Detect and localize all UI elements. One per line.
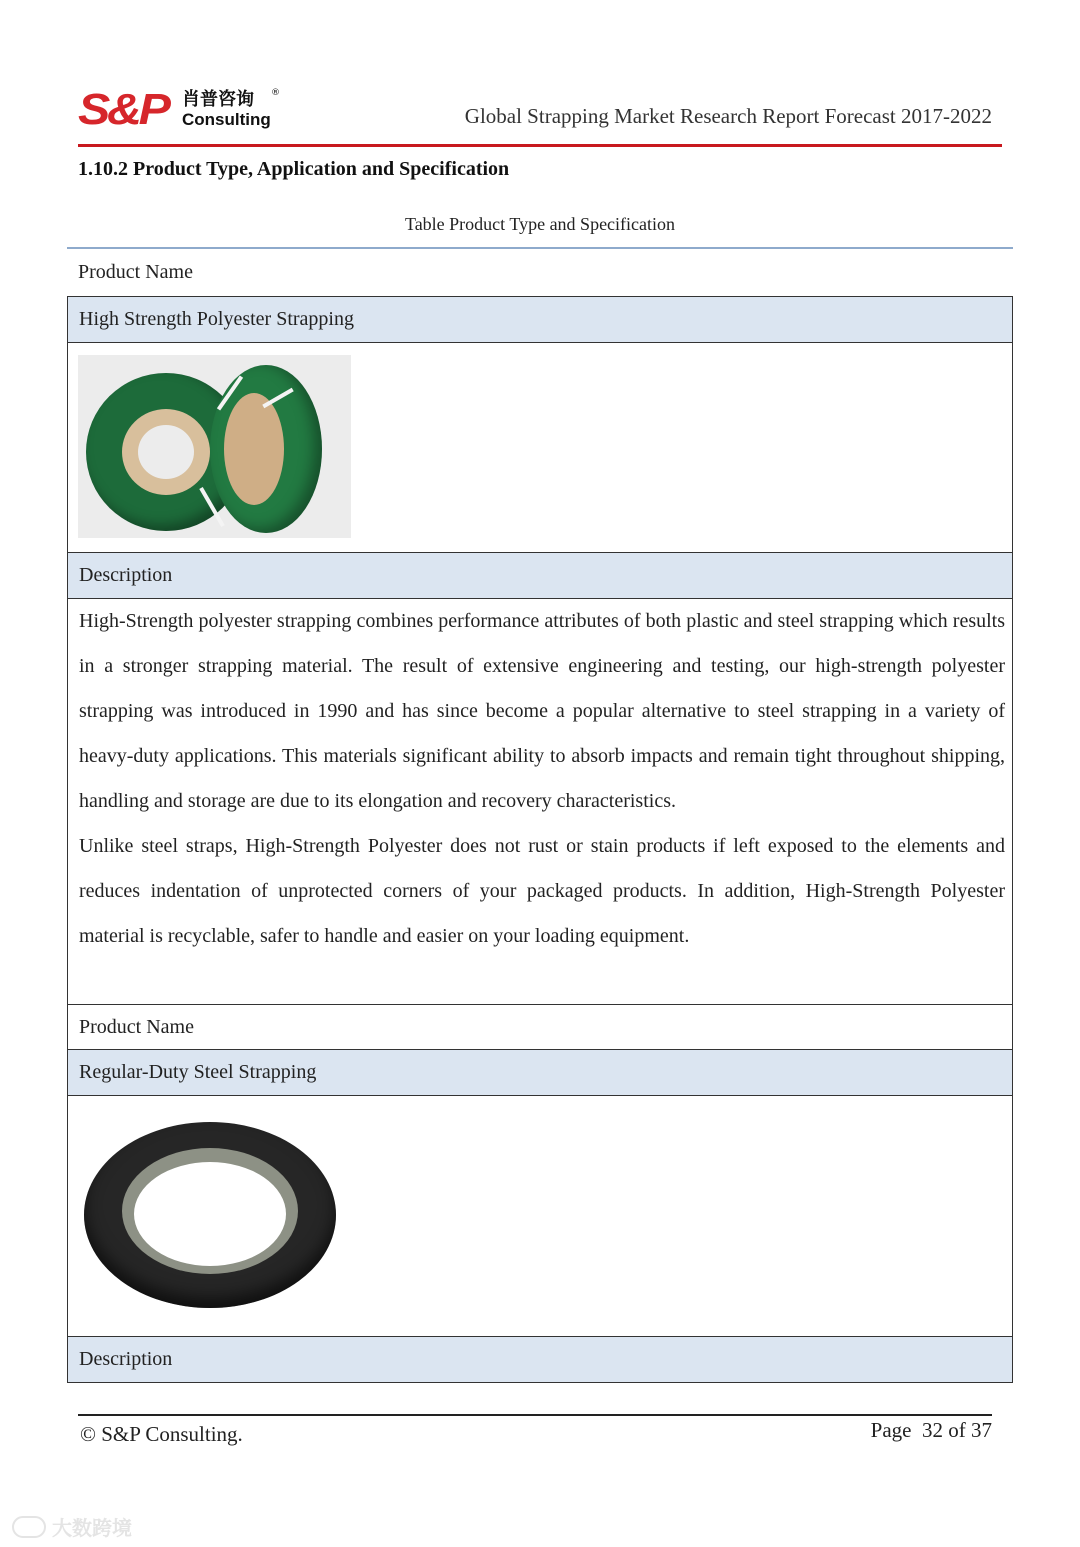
product-name-label-row [67,1005,1013,1050]
description-text [79,599,1012,959]
watermark-text: 大数跨境 [52,1516,132,1540]
description-row [67,599,1013,1005]
description-paragraph: High-Strength polyester strapping combines performance attributes of both plastic and steel strapping which results in a stronger strapping material. The result of extensive engineering and testing, our high-strength polyester strapping was introduced in 1990 and has since become a popular alternative to steel strapping in a variety of heavy-duty applications. This materials significant ability to absorb impacts and remain tight throughout shipping, handling and storage are due to its elongation and recovery characteristics. [79,610,1005,812]
description-label-row [67,553,1013,599]
product-name-label: Product Name [78,261,193,283]
product-name-label: Product Name [79,1015,194,1038]
product-name: High Strength Polyester Strapping [79,308,354,330]
steel-strapping-image [80,1118,340,1314]
page-number: Page 32 of 37 [870,1418,992,1442]
product-name-label-row [67,249,1013,296]
copyright: © S&P Consulting. [80,1422,243,1446]
logo-english-name: Consulting [182,110,271,129]
footer-divider [78,1414,992,1416]
polyester-strapping-image [78,355,351,538]
description-paragraph: Unlike steel straps, High-Strength Polyester does not rust or stain products if left exposed to the elements and reduces indentation of unprotected corners of your packaged products. In addition, High-Strength Polyester material is recyclable, safer to handle and easier on your loading equipment. [79,835,1005,947]
green-coil-back [210,365,322,533]
logo-sp-mark: S&P [78,85,168,134]
steel-coil [84,1122,336,1308]
product-image-row [67,1096,1013,1337]
logo-chinese-name: 肖普咨询 [182,89,254,110]
watermark-logo-icon [12,1516,46,1538]
company-logo [78,85,288,134]
product-name: Regular-Duty Steel Strapping [79,1061,317,1083]
table-caption: Table Product Type and Specification [404,214,676,234]
description-label-row [67,1337,1013,1383]
logo-registered-mark: ® [271,88,280,98]
description-label: Description [79,564,173,586]
section-heading: 1.10.2 Product Type, Application and Specification [78,158,510,180]
product-name-row [67,296,1013,343]
product-image-row [67,343,1013,553]
product-name-row [67,1050,1013,1096]
header-divider [78,144,1002,147]
report-title: Global Strapping Market Research Report Forecast 2017-2022 [464,104,992,128]
description-label: Description [79,1348,173,1370]
watermark [12,1512,132,1541]
